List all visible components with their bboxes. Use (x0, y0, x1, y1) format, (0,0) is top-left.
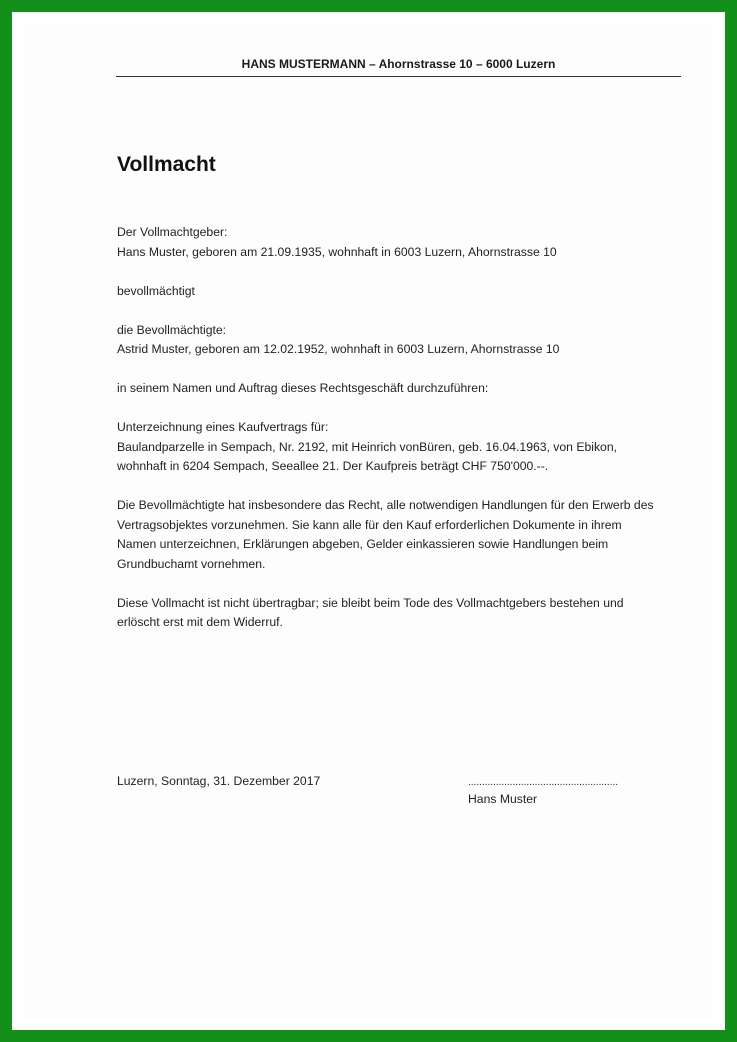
signature-line: ...................................................... (468, 777, 619, 788)
authorizes-text: bevollmächtigt (117, 283, 195, 298)
attorney-details: Astrid Muster, geboren am 12.02.1952, wohnhaft in 6003 Luzern, Ahornstrasse 10 (117, 342, 560, 356)
rights-line-2: Vertragsobjektes vorzunehmen. Sie kann alle für den Kauf erforderlichen Dokumente in ihrem (117, 517, 622, 532)
transaction-label: Unterzeichnung eines Kaufvertrags für: (117, 420, 329, 434)
validity-line-1: Diese Vollmacht ist nicht übertragbar; sie bleibt beim Tode des Vollmachtgebers bestehen und (117, 595, 624, 610)
validity-line-2: erlöscht erst mit dem Widerruf. (117, 615, 283, 629)
document-body (117, 223, 677, 633)
document-title: Vollmacht (117, 153, 216, 176)
rights-line-3: Namen unterzeichnen, Erklärungen abgeben, Gelder einkassieren sowie Handlungen beim (117, 537, 609, 551)
grantor-details: Hans Muster, geboren am 21.09.1935, wohnhaft in 6003 Luzern, Ahornstrasse 10 (117, 244, 557, 259)
attorney-label: die Bevollmächtigte: (117, 322, 227, 337)
document-page (24, 24, 713, 1018)
signatory-name: Hans Muster (468, 792, 538, 806)
grantor-label: Der Vollmachtgeber: (117, 225, 228, 239)
transaction-line-2: wohnhaft in 6204 Sempach, Seeallee 21. Der Kaufpreis beträgt CHF 750'000.--. (117, 459, 549, 473)
place-date: Luzern, Sonntag, 31. Dezember 2017 (117, 774, 321, 788)
rights-line-1: Die Bevollmächtigte hat insbesondere das Recht, alle notwendigen Handlungen für den Erwerb des (117, 498, 654, 512)
signature-block (468, 774, 618, 808)
letterhead: HANS MUSTERMANN – Ahornstrasse 10 – 6000 Luzern (116, 57, 681, 77)
mandate-text: in seinem Namen und Auftrag dieses Rechtsgeschäft durchzuführen: (117, 381, 489, 395)
transaction-line-1: Baulandparzelle in Sempach, Nr. 2192, mit Heinrich vonBüren, geb. 16.04.1963, von Ebikon, (117, 439, 617, 454)
rights-line-4: Grundbuchamt vornehmen. (117, 556, 266, 571)
